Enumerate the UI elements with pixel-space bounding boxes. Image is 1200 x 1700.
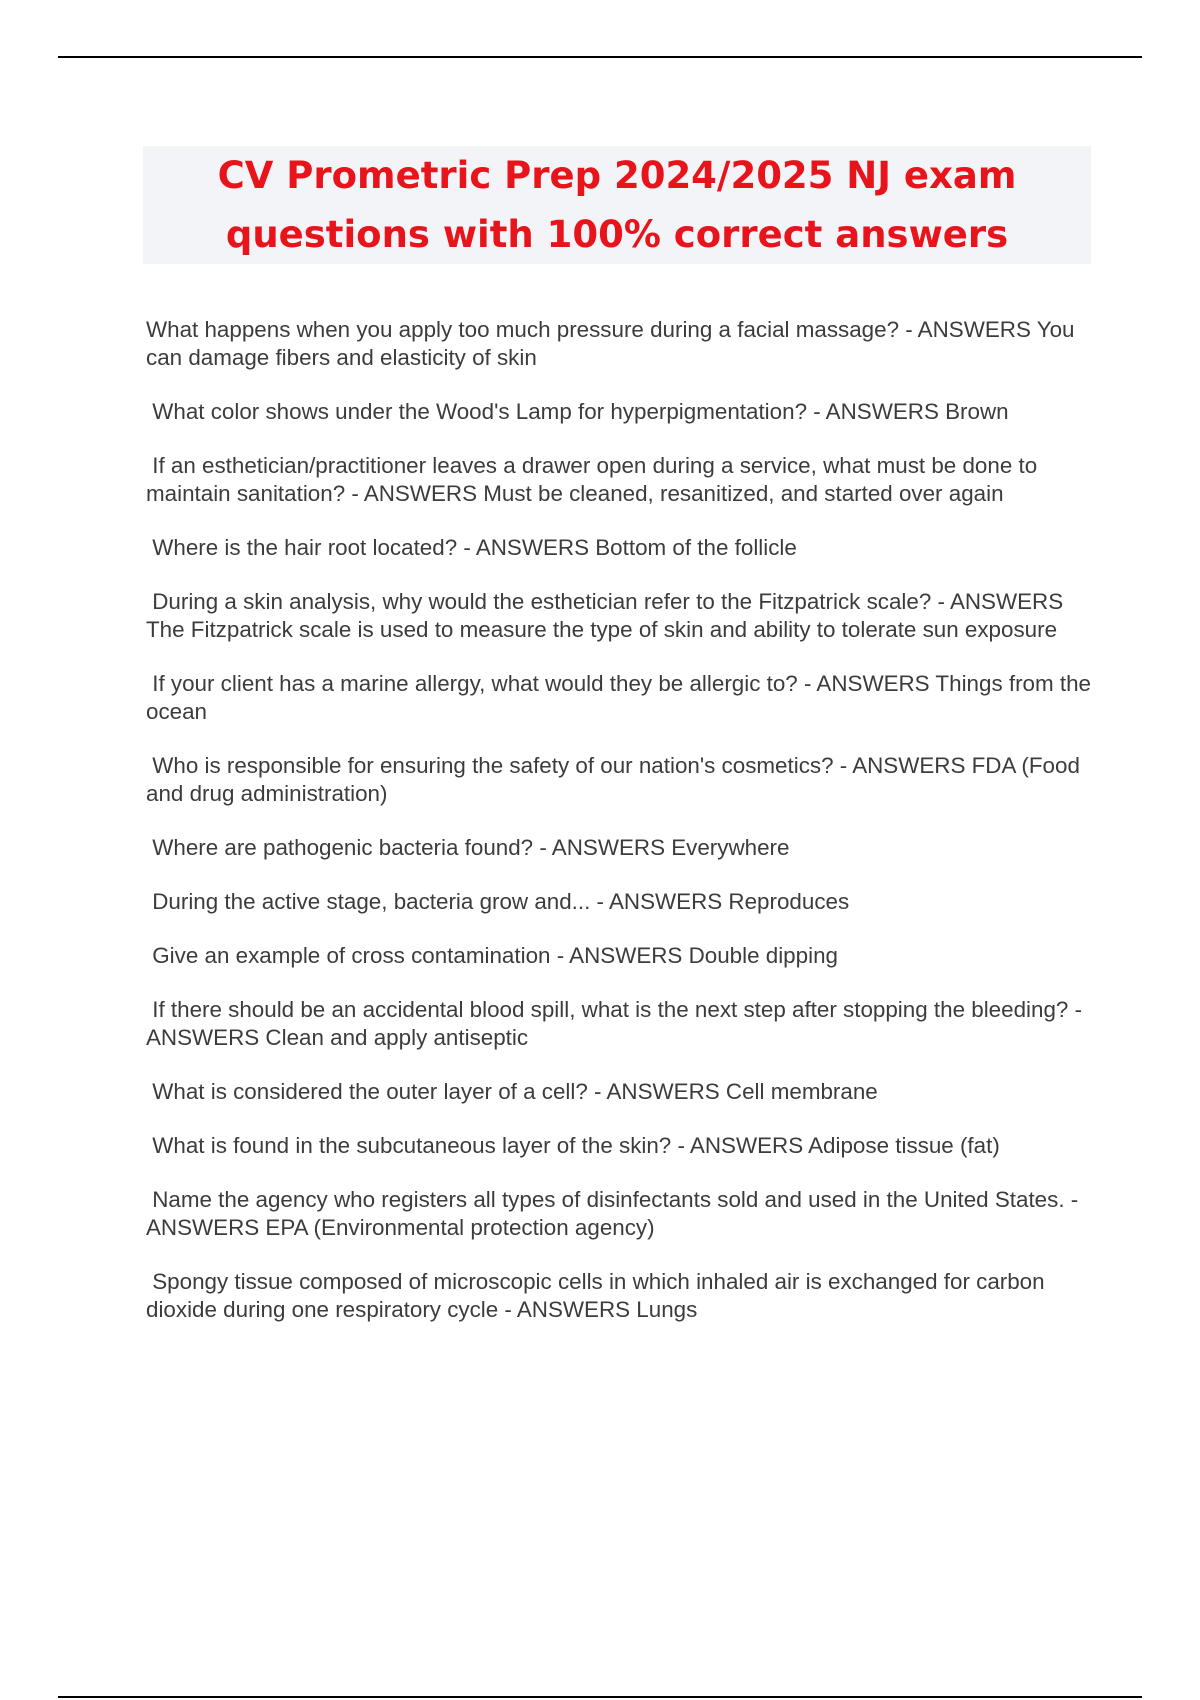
qa-item: If an esthetician/practitioner leaves a drawer open during a service, what must be done to maintain sanitation? - ANSWERS Must be cleaned, resanitized, and started over again [146, 453, 1044, 506]
title-banner [143, 146, 1091, 264]
qa-item: What is considered the outer layer of a cell? - ANSWERS Cell membrane [146, 1079, 878, 1104]
qa-item: Who is responsible for ensuring the safety of our nation's cosmetics? - ANSWERS FDA (Food and drug administration) [146, 753, 1087, 806]
qa-item: What happens when you apply too much pressure during a facial massage? - ANSWERS You can damage fibers and elasticity of skin [146, 317, 1081, 370]
top-divider [58, 56, 1142, 58]
qa-item: Spongy tissue composed of microscopic cells in which inhaled air is exchanged for carbon dioxide during one respiratory cycle - ANSWERS Lungs [146, 1269, 1051, 1322]
qa-list [146, 316, 1096, 1350]
qa-item: Give an example of cross contamination - ANSWERS Double dipping [146, 943, 838, 968]
bottom-divider [58, 1696, 1142, 1698]
qa-item: If your client has a marine allergy, what would they be allergic to? - ANSWERS Things from the ocean [146, 671, 1098, 724]
qa-item: Where is the hair root located? - ANSWERS Bottom of the follicle [146, 535, 797, 560]
qa-item: If there should be an accidental blood spill, what is the next step after stopping the bleeding? - ANSWERS Clean and apply antiseptic [146, 997, 1088, 1050]
qa-item: During a skin analysis, why would the esthetician refer to the Fitzpatrick scale? - ANSWERS The Fitzpatrick scale is used to measure the type of skin and ability to tolerate sun exposure [146, 589, 1069, 642]
qa-item: During the active stage, bacteria grow and... - ANSWERS Reproduces [146, 889, 850, 914]
document-title: CV Prometric Prep 2024/2025 NJ exam questions with 100% correct answers [217, 154, 1017, 256]
qa-item: What color shows under the Wood's Lamp for hyperpigmentation? - ANSWERS Brown [146, 399, 1009, 424]
qa-item: Where are pathogenic bacteria found? - ANSWERS Everywhere [146, 835, 790, 860]
qa-item: What is found in the subcutaneous layer of the skin? - ANSWERS Adipose tissue (fat) [146, 1133, 1000, 1158]
qa-item: Name the agency who registers all types of disinfectants sold and used in the United States. - ANSWERS EPA (Environmental protection agency) [146, 1187, 1084, 1240]
